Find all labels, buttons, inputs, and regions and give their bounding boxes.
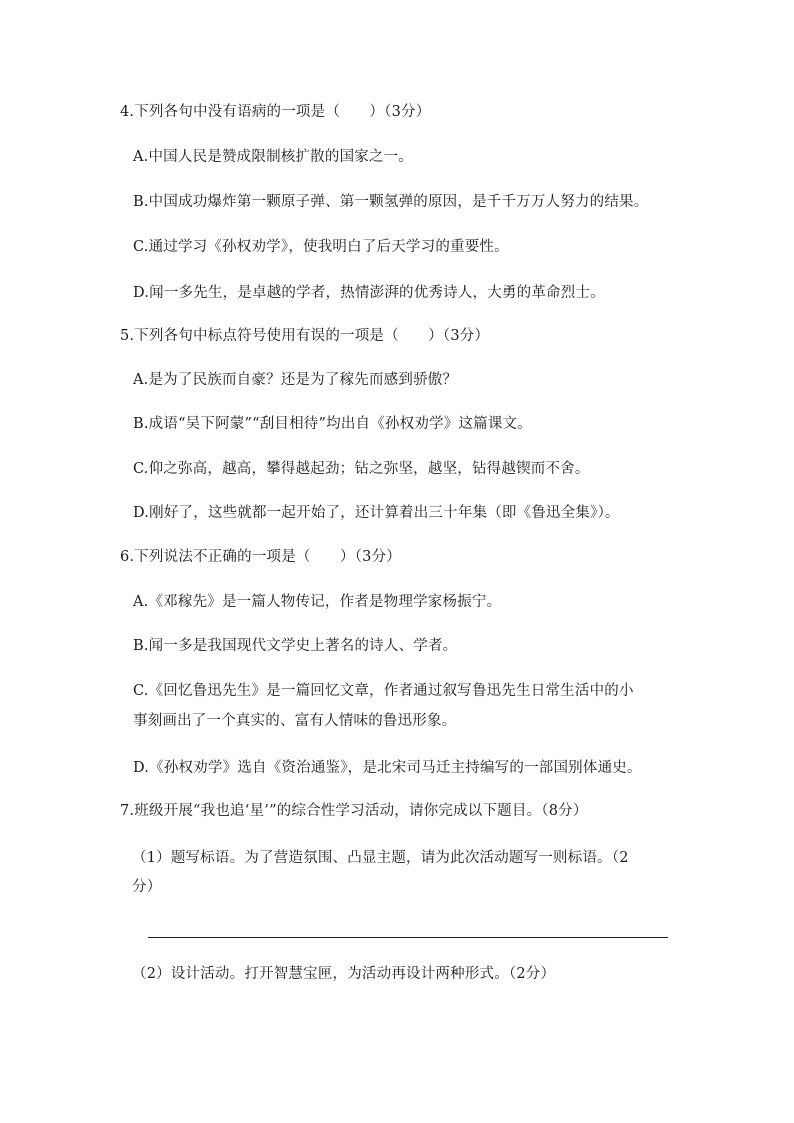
question-5-option-a: A.是为了民族而自豪？还是为了稼先而感到骄傲？ bbox=[133, 372, 458, 388]
question-6-option-b: B.闻一多是我国现代文学史上著名的诗人、学者。 bbox=[133, 638, 458, 654]
question-6-stem: 6.下列说法不正确的一项是（ ）（3分） bbox=[120, 549, 402, 565]
question-7-sub-1-continued: 分） bbox=[132, 879, 162, 895]
question-5-option-c: C.仰之弥高，越高，攀得越起劲；钻之弥坚，越坚，钻得越锲而不舍。 bbox=[133, 461, 590, 477]
question-5-option-d: D.刚好了，这些就都一起开始了，还计算着出三十年集（即《鲁迅全集》）。 bbox=[133, 505, 620, 521]
question-7-sub-1: （1）题写标语。为了营造氛围、凸显主题，请为此次活动题写一则标语。（2 bbox=[132, 850, 629, 866]
question-4-option-c: C.通过学习《孙权劝学》，使我明白了后天学习的重要性。 bbox=[133, 239, 509, 255]
question-6-option-a: A.《邓稼先》是一篇人物传记，作者是物理学家杨振宁。 bbox=[133, 594, 502, 610]
question-4-option-a: A.中国人民是赞成限制核扩散的国家之一。 bbox=[133, 149, 414, 165]
question-4-option-b: B.中国成功爆炸第一颗原子弹、第一颗氢弹的原因，是千千万万人努力的结果。 bbox=[133, 194, 649, 210]
question-4-option-d: D.闻一多先生，是卓越的学者，热情澎湃的优秀诗人，大勇的革命烈士。 bbox=[133, 285, 605, 301]
question-7-sub-2: （2）设计活动。打开智慧宝匣，为活动再设计两种形式。（2分） bbox=[132, 966, 556, 982]
answer-line[interactable] bbox=[148, 937, 668, 938]
question-5-option-b: B.成语“吴下阿蒙”“刮目相待”均出自《孙权劝学》这篇课文。 bbox=[133, 416, 532, 432]
question-6-option-d: D.《孙权劝学》选自《资治通鉴》，是北宋司马迁主持编写的一部国别体通史。 bbox=[133, 760, 642, 776]
question-6-option-c-continued: 事刻画出了一个真实的、富有人情味的鲁迅形象。 bbox=[133, 713, 457, 729]
question-7-stem: 7.班级开展“我也追‘星’”的综合性学习活动，请你完成以下题目。（8分） bbox=[120, 803, 588, 819]
question-6-option-c: C.《回忆鲁迅先生》是一篇回忆文章，作者通过叙写鲁迅先生日常生活中的小 bbox=[133, 683, 634, 699]
question-4-stem: 4.下列各句中没有语病的一项是（ ）（3分） bbox=[120, 104, 431, 120]
question-5-stem: 5.下列各句中标点符号使用有误的一项是（ ）（3分） bbox=[120, 328, 490, 344]
